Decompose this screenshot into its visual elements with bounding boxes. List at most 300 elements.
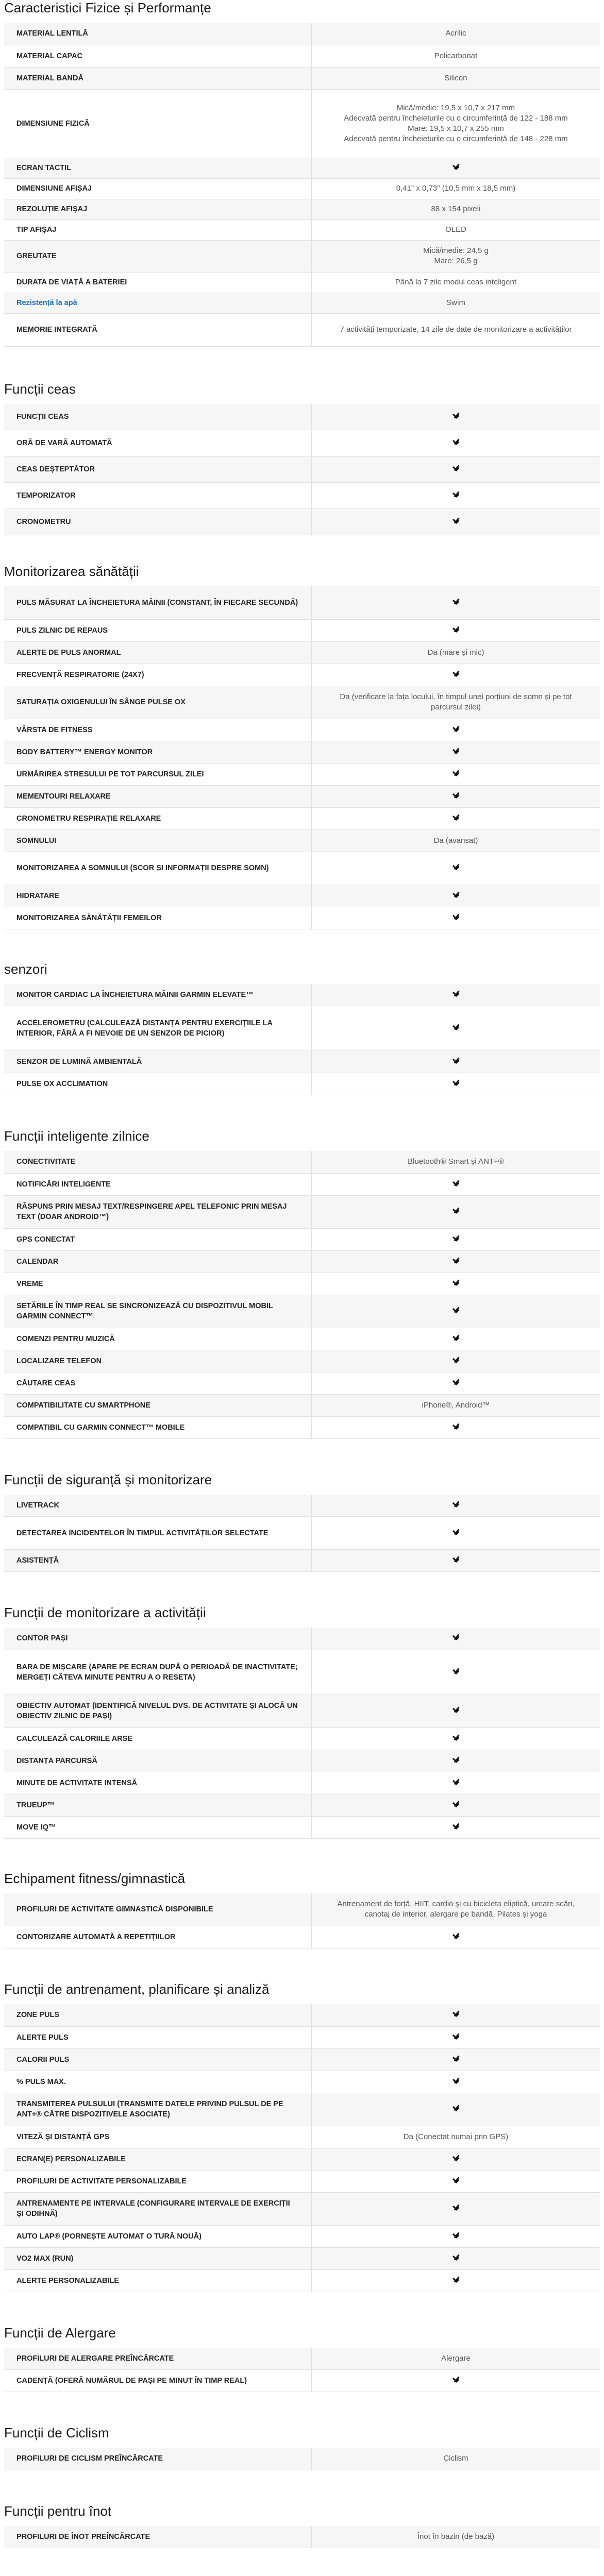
spec-label: REZOLUȚIE AFIȘAJ xyxy=(4,199,312,219)
spec-value xyxy=(312,1772,600,1794)
checkmark-icon xyxy=(451,1667,461,1675)
spec-row xyxy=(4,2448,600,2470)
spec-value xyxy=(312,2026,600,2048)
spec-row xyxy=(4,456,600,483)
spec-row xyxy=(4,2526,600,2548)
spec-label: CEAS DEȘTEPTĂTOR xyxy=(4,456,312,483)
spec-row xyxy=(4,1416,600,1438)
spec-value xyxy=(312,1550,600,1572)
checkmark-icon xyxy=(451,1056,461,1064)
spec-row xyxy=(4,829,600,852)
spec-label: TRANSMITEREA PULSULUI (TRANSMITE DATELE PRIVIND PULSUL DE PE ANT+® CĂTRE DISPOZITIVELE ASOCIATE) xyxy=(4,2093,312,2126)
spec-row xyxy=(4,1517,600,1550)
spec-table xyxy=(4,984,600,1096)
spec-label: CONTOR PAȘI xyxy=(4,1628,312,1650)
spec-label: PROFILURI DE ÎNOT PREÎNCĂRCATE xyxy=(4,2526,312,2548)
spec-table xyxy=(4,1151,600,1439)
checkmark-icon xyxy=(451,162,461,171)
section-title: Funcții pentru înot xyxy=(4,2503,112,2519)
spec-value: Acrilic xyxy=(312,23,600,45)
spec-label: ORĂ DE VARĂ AUTOMATĂ xyxy=(4,430,312,456)
spec-label: SOMNULUI xyxy=(4,829,312,852)
spec-row xyxy=(4,807,600,829)
checkmark-icon xyxy=(451,1633,461,1641)
spec-label: DIMENSIUNE FIZICĂ xyxy=(4,89,312,158)
section-spacer xyxy=(0,2392,604,2425)
spec-row xyxy=(4,1328,600,1350)
spec-row xyxy=(4,2192,600,2225)
checkmark-icon xyxy=(451,464,461,472)
checkmark-icon xyxy=(451,2275,461,2283)
spec-value: Până la 7 zile modul ceas inteligent xyxy=(312,272,600,293)
spec-value xyxy=(312,2004,600,2026)
spec-value xyxy=(312,1517,600,1550)
spec-value: Silicon xyxy=(312,67,600,89)
spec-section xyxy=(0,564,604,961)
checkmark-icon xyxy=(451,1733,461,1741)
spec-section xyxy=(0,1605,604,1871)
spec-row xyxy=(4,2247,600,2269)
checkmark-icon xyxy=(451,1528,461,1536)
spec-row xyxy=(4,1295,600,1328)
spec-value: Mică/medie: 24,5 g Mare: 26,5 g xyxy=(312,240,600,272)
spec-table xyxy=(4,1893,600,1949)
spec-value xyxy=(312,1727,600,1750)
checkmark-icon xyxy=(451,989,461,997)
spec-row xyxy=(4,1495,600,1517)
spec-row xyxy=(4,2093,600,2126)
spec-value xyxy=(312,807,600,829)
checkmark-icon xyxy=(451,2009,461,2018)
spec-label: ACCELEROMETRU (CALCULEAZĂ DISTANȚA PENTRU EXERCIȚIILE LA INTERIOR, FĂRĂ A FI NEVOIE DE UN SENZOR DE PICIOR) xyxy=(4,1006,312,1051)
spec-value xyxy=(312,586,600,619)
spec-label: FRECVENȚĂ RESPIRATORIE (24X7) xyxy=(4,664,312,686)
checkmark-icon xyxy=(451,437,461,446)
spec-value xyxy=(312,719,600,741)
section-title: Funcții de Ciclism xyxy=(4,2425,109,2441)
spec-row xyxy=(4,1250,600,1273)
spec-row xyxy=(4,1273,600,1295)
checkmark-icon xyxy=(451,890,461,899)
spec-label: ZONE PULS xyxy=(4,2004,312,2026)
spec-value xyxy=(312,1051,600,1073)
spec-label: CONECTIVITATE xyxy=(4,1151,312,1173)
checkmark-icon xyxy=(451,1378,461,1386)
spec-label: MONITOR CARDIAC LA ÎNCHEIETURA MÂINII GARMIN ELEVATE™ xyxy=(4,984,312,1006)
checkmark-icon xyxy=(451,411,461,419)
spec-row xyxy=(4,741,600,763)
spec-row xyxy=(4,2348,600,2370)
spec-row xyxy=(4,199,600,219)
spec-row xyxy=(4,984,600,1006)
spec-row xyxy=(4,430,600,456)
spec-label: COMPATIBIL CU GARMIN CONNECT™ MOBILE xyxy=(4,1416,312,1438)
checkmark-icon xyxy=(451,912,461,921)
spec-table xyxy=(4,2526,600,2549)
section-spacer xyxy=(0,929,604,961)
spec-label: VO2 MAX (RUN) xyxy=(4,2247,312,2269)
section-title: Funcții ceas xyxy=(4,381,76,397)
checkmark-icon xyxy=(451,1333,461,1342)
spec-value xyxy=(312,1628,600,1650)
spec-row xyxy=(4,219,600,240)
spec-row xyxy=(4,1694,600,1727)
checkmark-icon xyxy=(451,1234,461,1242)
spec-label: MATERIAL LENTILĂ xyxy=(4,23,312,45)
spec-row xyxy=(4,619,600,641)
spec-row xyxy=(4,293,600,313)
spec-value xyxy=(312,483,600,509)
spec-label: VITEZĂ ȘI DISTANȚĂ GPS xyxy=(4,2126,312,2148)
spec-value xyxy=(312,430,600,456)
checkmark-icon xyxy=(451,813,461,821)
spec-row xyxy=(4,1816,600,1838)
spec-row xyxy=(4,641,600,664)
spec-section xyxy=(0,2425,604,2503)
spec-label: MATERIAL CAPAC xyxy=(4,45,312,67)
spec-row xyxy=(4,404,600,430)
spec-section xyxy=(0,0,604,381)
spec-row xyxy=(4,1628,600,1650)
spec-label: MONITORIZAREA SĂNĂTĂȚII FEMEILOR xyxy=(4,907,312,929)
spec-label: MOVE IQ™ xyxy=(4,1816,312,1838)
spec-label: COMENZI PENTRU MUZICĂ xyxy=(4,1328,312,1350)
spec-label: DURATA DE VIAȚĂ A BATERIEI xyxy=(4,272,312,293)
spec-row xyxy=(4,2269,600,2292)
spec-label: GREUTATE xyxy=(4,240,312,272)
spec-label: ASISTENȚĂ xyxy=(4,1550,312,1572)
spec-label: PROFILURI DE CICLISM PREÎNCĂRCATE xyxy=(4,2448,312,2470)
spec-label: CĂUTARE CEAS xyxy=(4,1372,312,1394)
spec-value xyxy=(312,852,600,885)
spec-label: TIP AFIȘAJ xyxy=(4,219,312,240)
spec-row xyxy=(4,2225,600,2247)
spec-value xyxy=(312,1228,600,1250)
spec-value: Bluetooth® Smart și ANT+® xyxy=(312,1151,600,1173)
section-title: Echipament fitness/gimnastică xyxy=(4,1870,186,1886)
spec-value xyxy=(312,1295,600,1328)
checkmark-icon xyxy=(451,2154,461,2162)
spec-table xyxy=(4,586,600,929)
spec-value xyxy=(312,2093,600,2126)
section-title: Monitorizarea sănătății xyxy=(4,564,139,579)
spec-table xyxy=(4,1628,600,1839)
spec-value xyxy=(312,1750,600,1772)
spec-row xyxy=(4,2048,600,2071)
spec-label: GPS CONECTAT xyxy=(4,1228,312,1250)
spec-value xyxy=(312,885,600,907)
section-spacer xyxy=(0,1439,604,1472)
spec-label: SENZOR DE LUMINĂ AMBIENTALĂ xyxy=(4,1051,312,1073)
spec-label: PULS MĂSURAT LA ÎNCHEIETURA MÂINII (CONSTANT, ÎN FIECARE SECUNDĂ) xyxy=(4,586,312,619)
spec-value xyxy=(312,2192,600,2225)
spec-value: iPhone®, Android™ xyxy=(312,1394,600,1416)
spec-label: PROFILURI DE ACTIVITATE GIMNASTICĂ DISPONIBILE xyxy=(4,1893,312,1926)
spec-value xyxy=(312,456,600,483)
checkmark-icon xyxy=(451,1355,461,1364)
spec-table xyxy=(4,2348,600,2393)
spec-row xyxy=(4,2071,600,2093)
spec-value xyxy=(312,1694,600,1727)
spec-section xyxy=(0,1871,604,1982)
spec-label: FUNCȚII CEAS xyxy=(4,404,312,430)
spec-label: URMĂRIREA STRESULUI PE TOT PARCURSUL ZILEI xyxy=(4,763,312,785)
spec-row xyxy=(4,158,600,178)
spec-row xyxy=(4,1750,600,1772)
spec-row xyxy=(4,885,600,907)
spec-label: ECRAN TACTIL xyxy=(4,158,312,178)
spec-row xyxy=(4,1006,600,1051)
spec-section xyxy=(0,1981,604,2325)
checkmark-icon xyxy=(451,747,461,755)
checkmark-icon xyxy=(451,669,461,677)
checkmark-icon xyxy=(451,1078,461,1087)
spec-value xyxy=(312,2170,600,2192)
spec-value xyxy=(312,1816,600,1838)
spec-row xyxy=(4,1893,600,1926)
spec-row xyxy=(4,785,600,807)
spec-row xyxy=(4,2126,600,2148)
spec-row xyxy=(4,1772,600,1794)
checkmark-icon xyxy=(451,1931,461,1940)
spec-value: Înot în bazin (de bază) xyxy=(312,2526,600,2548)
section-spacer xyxy=(0,1839,604,1871)
spec-value: 7 activități temporizate, 14 zile de date de monitorizare a activităților xyxy=(312,313,600,346)
spec-value xyxy=(312,2370,600,2392)
spec-value: 0,41" x 0,73" (10,5 mm x 18,5 mm) xyxy=(312,178,600,199)
checkmark-icon xyxy=(451,1777,461,1786)
spec-value: Policarbonat xyxy=(312,45,600,67)
spec-value: Swim xyxy=(312,293,600,313)
spec-label: MINUTE DE ACTIVITATE INTENSĂ xyxy=(4,1772,312,1794)
spec-row xyxy=(4,313,600,346)
spec-row xyxy=(4,272,600,293)
spec-value xyxy=(312,1495,600,1517)
section-spacer xyxy=(0,1095,604,1128)
spec-value: Ciclism xyxy=(312,2448,600,2470)
spec-value xyxy=(312,158,600,178)
spec-label: MONITORIZAREA A SOMNULUI (SCOR ȘI INFORMAȚII DESPRE SOMN) xyxy=(4,852,312,885)
spec-row xyxy=(4,586,600,619)
spec-value xyxy=(312,1350,600,1372)
spec-row xyxy=(4,686,600,719)
spec-row xyxy=(4,2004,600,2026)
spec-value xyxy=(312,619,600,641)
section-title: Caracteristici Fizice și Performanțe xyxy=(4,0,211,15)
spec-table xyxy=(4,2004,600,2292)
spec-row xyxy=(4,1794,600,1816)
checkmark-icon xyxy=(451,1800,461,1808)
spec-label: ECRAN(E) PERSONALIZABILE xyxy=(4,2148,312,2170)
spec-value xyxy=(312,1273,600,1295)
spec-label: PULS ZILNIC DE REPAUS xyxy=(4,619,312,641)
checkmark-icon xyxy=(451,1422,461,1430)
spec-value xyxy=(312,2225,600,2247)
spec-table xyxy=(4,2448,600,2470)
section-spacer xyxy=(0,2292,604,2325)
spec-label: CRONOMETRU xyxy=(4,509,312,535)
spec-value xyxy=(312,1250,600,1273)
spec-label: DISTANȚA PARCURSĂ xyxy=(4,1750,312,1772)
spec-value xyxy=(312,785,600,807)
spec-row xyxy=(4,2170,600,2192)
spec-row xyxy=(4,1650,600,1694)
spec-label: CADENȚĂ (OFERĂ NUMĂRUL DE PAȘI PE MINUT ÎN TIMP REAL) xyxy=(4,2370,312,2392)
checkmark-icon xyxy=(451,1755,461,1764)
spec-row xyxy=(4,1727,600,1750)
spec-label: DETECTAREA INCIDENTELOR ÎN TIMPUL ACTIVITĂȚILOR SELECTATE xyxy=(4,1517,312,1550)
spec-label-link[interactable]: Rezistență la apă xyxy=(4,293,312,313)
spec-row xyxy=(4,89,600,158)
spec-value xyxy=(312,509,600,535)
spec-value xyxy=(312,1372,600,1394)
checkmark-icon xyxy=(451,769,461,777)
spec-section xyxy=(0,1128,604,1472)
spec-section xyxy=(0,1472,604,1605)
spec-row xyxy=(4,1073,600,1095)
spec-value: OLED xyxy=(312,219,600,240)
spec-row xyxy=(4,240,600,272)
checkmark-icon xyxy=(451,791,461,799)
spec-value: 88 x 154 pixeli xyxy=(312,199,600,219)
section-spacer xyxy=(0,1572,604,1605)
spec-label: LIVETRACK xyxy=(4,1495,312,1517)
spec-row xyxy=(4,1926,600,1948)
spec-label: ALERTE PERSONALIZABILE xyxy=(4,2269,312,2292)
spec-row xyxy=(4,2148,600,2170)
spec-value xyxy=(312,2269,600,2292)
spec-label: TEMPORIZATOR xyxy=(4,483,312,509)
checkmark-icon xyxy=(451,1555,461,1563)
checkmark-icon xyxy=(451,2032,461,2040)
spec-value: Da (verificare la fața locului, în timpul unei porțiuni de somn și pe tot parcursul zilei) xyxy=(312,686,600,719)
spec-value xyxy=(312,763,600,785)
spec-label: MATERIAL BANDĂ xyxy=(4,67,312,89)
spec-section xyxy=(0,2325,604,2426)
checkmark-icon xyxy=(451,597,461,605)
checkmark-icon xyxy=(451,490,461,498)
spec-table xyxy=(4,1495,600,1572)
spec-value xyxy=(312,2247,600,2269)
spec-value xyxy=(312,1173,600,1195)
spec-row xyxy=(4,45,600,67)
checkmark-icon xyxy=(451,2104,461,2112)
checkmark-icon xyxy=(451,516,461,524)
checkmark-icon xyxy=(451,2203,461,2211)
spec-value xyxy=(312,1328,600,1350)
spec-label: VREME xyxy=(4,1273,312,1295)
spec-label: VÂRSTA DE FITNESS xyxy=(4,719,312,741)
spec-value xyxy=(312,1926,600,1948)
checkmark-icon xyxy=(451,2176,461,2184)
spec-row xyxy=(4,1350,600,1372)
spec-row xyxy=(4,907,600,929)
section-spacer xyxy=(0,1948,604,1981)
checkmark-icon xyxy=(451,1306,461,1314)
spec-row xyxy=(4,509,600,535)
spec-label: SATURAȚIA OXIGENULUI ÎN SÂNGE PULSE OX xyxy=(4,686,312,719)
spec-label: % PULS MAX. xyxy=(4,2071,312,2093)
checkmark-icon xyxy=(451,2231,461,2239)
spec-label: OBIECTIV AUTOMAT (IDENTIFICĂ NIVELUL DVS. DE ACTIVITATE ȘI ALOCĂ UN OBIECTIV ZILNIC DE PAȘI) xyxy=(4,1694,312,1727)
spec-label: TRUEUP™ xyxy=(4,1794,312,1816)
section-spacer xyxy=(0,2470,604,2503)
section-title: Funcții de monitorizare a activității xyxy=(4,1605,206,1620)
checkmark-icon xyxy=(451,1206,461,1214)
spec-label: COMPATIBILITATE CU SMARTPHONE xyxy=(4,1394,312,1416)
spec-label: AUTO LAP® (PORNEȘTE AUTOMAT O TURĂ NOUĂ) xyxy=(4,2225,312,2247)
spec-label: DIMENSIUNE AFIȘAJ xyxy=(4,178,312,199)
spec-value xyxy=(312,1195,600,1228)
spec-section xyxy=(0,961,604,1129)
spec-label: ANTRENAMENTE PE INTERVALE (CONFIGURARE INTERVALE DE EXERCIȚII ȘI ODIHNĂ) xyxy=(4,2192,312,2225)
section-title: senzori xyxy=(4,961,47,977)
spec-label: CALORII PULS xyxy=(4,2048,312,2071)
section-title: Funcții de antrenament, planificare și analiză xyxy=(4,1981,270,1997)
spec-table xyxy=(4,23,600,347)
spec-row xyxy=(4,23,600,45)
spec-label: PROFILURI DE ALERGARE PREÎNCĂRCATE xyxy=(4,2348,312,2370)
spec-row xyxy=(4,1195,600,1228)
spec-label: LOCALIZARE TELEFON xyxy=(4,1350,312,1372)
spec-label: RĂSPUNS PRIN MESAJ TEXT/RESPINGERE APEL TELEFONIC PRIN MESAJ TEXT (DOAR ANDROID™) xyxy=(4,1195,312,1228)
spec-label: PULSE OX ACCLIMATION xyxy=(4,1073,312,1095)
spec-row xyxy=(4,763,600,785)
spec-value: Da (mare și mic) xyxy=(312,641,600,664)
section-title: Funcții de siguranță și monitorizare xyxy=(4,1471,212,1487)
spec-label: MEMENTOURI RELAXARE xyxy=(4,785,312,807)
spec-value: Alergare xyxy=(312,2348,600,2370)
spec-value: Da (Conectat numai prin GPS) xyxy=(312,2126,600,2148)
spec-label: CALENDAR xyxy=(4,1250,312,1273)
spec-value xyxy=(312,1006,600,1051)
spec-row xyxy=(4,67,600,89)
spec-value: Antrenament de forță, HIIT, cardio și cu bicicleta eliptică, urcare scări, canotaj de interior, alergare pe bandă, Pilates și yoga xyxy=(312,1893,600,1926)
checkmark-icon xyxy=(451,625,461,633)
spec-label: CALCULEAZĂ CALORIILE ARSE xyxy=(4,1727,312,1750)
spec-value: Mică/medie: 19,5 x 10,7 x 217 mm Adecvată pentru încheieturile cu o circumferință de 122 - 188 mm Mare: 19,5 x 10,7 x 255 mm Adecvată pentru încheieturile cu o circumferință de 148 - 228 mm xyxy=(312,89,600,158)
spec-value xyxy=(312,907,600,929)
spec-value xyxy=(312,741,600,763)
checkmark-icon xyxy=(451,1705,461,1714)
spec-row xyxy=(4,1550,600,1572)
spec-section xyxy=(0,2503,604,2549)
spec-row xyxy=(4,1394,600,1416)
checkmark-icon xyxy=(451,2253,461,2261)
spec-label: CONTORIZARE AUTOMATĂ A REPETIȚIILOR xyxy=(4,1926,312,1948)
section-spacer xyxy=(0,535,604,564)
spec-row xyxy=(4,1051,600,1073)
section-title: Funcții inteligente zilnice xyxy=(4,1128,149,1144)
checkmark-icon xyxy=(451,862,461,871)
checkmark-icon xyxy=(451,724,461,733)
section-title: Funcții de Alergare xyxy=(4,2325,116,2341)
spec-value xyxy=(312,2148,600,2170)
spec-value xyxy=(312,1650,600,1694)
spec-value xyxy=(312,1073,600,1095)
spec-label: SETĂRILE ÎN TIMP REAL SE SINCRONIZEAZĂ CU DISPOZITIVUL MOBIL GARMIN CONNECT™ xyxy=(4,1295,312,1328)
spec-row xyxy=(4,1372,600,1394)
spec-value xyxy=(312,1416,600,1438)
spec-section xyxy=(0,381,604,564)
spec-label: PROFILURI DE ACTIVITATE PERSONALIZABILE xyxy=(4,2170,312,2192)
checkmark-icon xyxy=(451,1278,461,1286)
spec-value: Da (avansat) xyxy=(312,829,600,852)
spec-row xyxy=(4,2370,600,2392)
spec-value xyxy=(312,984,600,1006)
spec-value xyxy=(312,664,600,686)
checkmark-icon xyxy=(451,1256,461,1264)
